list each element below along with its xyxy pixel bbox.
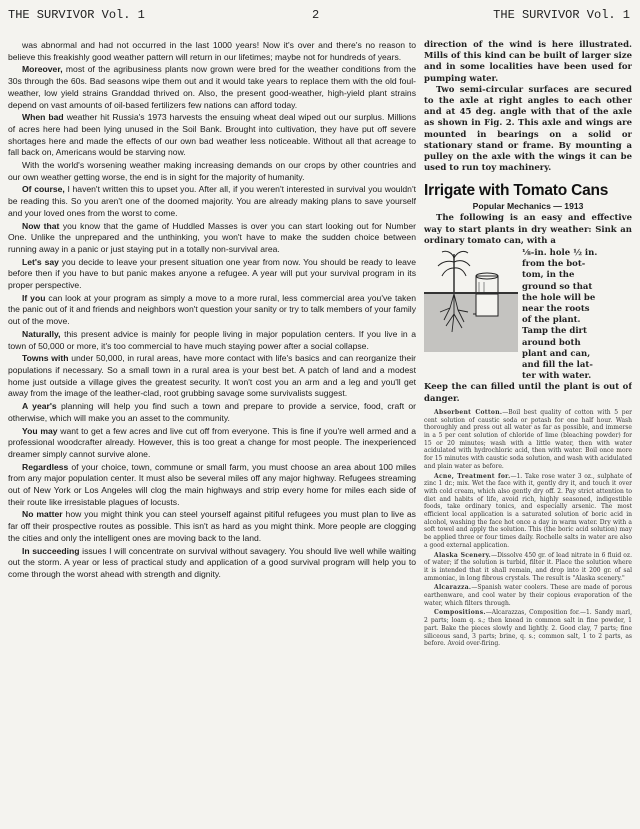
article-paragraph bbox=[8, 184, 416, 219]
tomato-article-title: Irrigate with Tomato Cans bbox=[424, 182, 609, 200]
paragraph-lead: When bad bbox=[22, 112, 64, 123]
paragraph-text: of your choice, town, commune or small farm, you must choose an area about 100 miles from any major population center. It must also be several miles off any major highway. Refugees streaming out of New York or Los Angeles will clog the main highways and strip every home for miles each side of their route like irresistable plagues of locusts. bbox=[8, 461, 416, 507]
tomato-can-illustration bbox=[424, 248, 518, 352]
tomato-side-line: the hole will be bbox=[522, 292, 596, 303]
recipe-list bbox=[424, 409, 632, 648]
tomato-side-line: around both bbox=[522, 337, 581, 348]
tomato-side-line: plant and can, bbox=[522, 348, 591, 359]
tomato-side-line: near the roots bbox=[522, 304, 590, 315]
paragraph-lead: You may bbox=[22, 425, 58, 436]
paragraph-text: you know that the game of Huddled Masses is over you can start looking out for Number One. Unlike the unprepared and the unthinking, you won't have to make the sudden choice between running away in a panic or just staying put in a totally non-survival area. bbox=[8, 220, 416, 254]
header-title-left: THE SURVIVOR Vol. 1 bbox=[8, 8, 145, 22]
paragraph-lead: Regardless bbox=[22, 461, 69, 472]
recipe-entry bbox=[424, 609, 632, 648]
recipe-heading: Alcarazza. bbox=[434, 584, 472, 592]
article-paragraph bbox=[8, 160, 416, 183]
paragraph-lead: Now that bbox=[22, 220, 60, 231]
article-paragraph bbox=[8, 40, 416, 63]
article-paragraph bbox=[8, 257, 416, 292]
paragraph-lead: Let's say bbox=[22, 256, 59, 267]
tomato-side-line: ⅛-in. hole ½ in. bbox=[522, 248, 598, 259]
paragraph-text: planning will help you find such a town and prepare to provide a service, food, craft or otherwise, which will make you an asset to the community. bbox=[8, 401, 416, 423]
recipe-text: —1. Take rose water 3 oz., sulphate of zinc 1 dr.; mix. Wet the face with it, gently dry it, and touch it over with cold cream, which also gently dry off. 2. Pay strict attention to diet and habits of life, avoid rich, highly seasoned, indigestible foods, take ordinary tonics, and especially arsenic. The most efficient local application is a saturated solution of boric acid in alcohol, washing the face hot once a day in warm water. Dry with a soft towel and apply the solution. This (the boric acid solution) may be applied three or four times daily. Rochelle salts in water are also a good external application. bbox=[424, 472, 632, 549]
recipe-entry bbox=[424, 409, 632, 471]
page-number: 2 bbox=[312, 8, 320, 22]
paragraph-text: this present advice is mainly for people living in major population centers. If you live in a town of 50,000 or more, it's too commercial to have much staying power after a social collapse. bbox=[8, 328, 416, 351]
recipe-heading: Alaska Scenery. bbox=[434, 551, 492, 559]
paragraph-lead: Of course, bbox=[22, 184, 65, 195]
paragraph-lead: If you bbox=[22, 292, 46, 303]
recipe-heading: Compositions. bbox=[434, 609, 486, 617]
article-paragraph bbox=[8, 112, 416, 159]
paragraph-text: how you might think you can steel yourself against pitiful refugees you must plan to live as far off their prospective routes as possible. This isn't as hard as you might think. More people are clogging the cities and only the intelligent ones are moving back to the land. bbox=[8, 509, 416, 543]
windmill-paragraph: Two semi-circular surfaces are secured to the axle at right angles to each other and at 45 deg. angle with that of the axle as shown in Fig. 2. This axle and wings are mounted in bearings on a solid or stationary stand or frame. By mounting a pulley on the axle with the wings it can be used to run toy machinery. bbox=[424, 84, 632, 174]
paragraph-text: I haven't written this to upset you. After all, if you weren't interested in survival you wouldn't be reading this. So you aren't one of the doomed majority. You are already making plans to save yourself and your loved ones from the worst to come. bbox=[8, 184, 416, 218]
paragraph-lead: Naturally, bbox=[22, 328, 61, 339]
tomato-side-line: Tamp the dirt bbox=[522, 326, 587, 337]
article-paragraph bbox=[8, 329, 416, 352]
tomato-side-line: ground so that bbox=[522, 281, 593, 292]
article-paragraph bbox=[8, 426, 416, 461]
tomato-intro: The following is an easy and effective way to start plants in dry weather: Sink an ordinary tomato can, with a bbox=[424, 213, 632, 246]
tomato-side-line: tom, in the bbox=[522, 270, 575, 281]
paragraph-text: was abnormal and had not occurred in the last 1000 years! Now it's over and there's no reason to believe this freakishly good weather pattern will return in our lifetimes; maybe not for hundreds of years. bbox=[8, 40, 416, 62]
article-paragraph bbox=[8, 353, 416, 400]
paragraph-text: most of the agribusiness plants now grown were bred for the weather conditions from the 30s through the 60s. Bad seasons wipe them out and it would take years to replace them with the old foul-weather, low yield strains Granddad thrived on. Also, the present good-weather, high-yield plant strains depend on vast amounts of oil-based fertilizers few nations can afford today. bbox=[8, 64, 416, 110]
article-paragraph bbox=[8, 462, 416, 509]
recipe-text: —Alcarazzas, Composition for.—1. Sandy marl, 2 parts; loam q. s.; then knead in common salt in fine powder, 1 part. Bake the pieces slowly and lightly. 2. Good clay, 7 parts; fine siliceous sand, 3 parts; brine, q. s.; common salt, 1 to 2 parts, as before. Avoid over-firing. bbox=[424, 609, 632, 648]
article-paragraph bbox=[8, 64, 416, 111]
tomato-side-line: and fill the lat- bbox=[522, 360, 593, 371]
article-paragraph bbox=[8, 401, 416, 424]
page-header bbox=[0, 8, 640, 24]
article-paragraph bbox=[8, 221, 416, 256]
recipe-text: —Dissolve 450 gr. of lead nitrate in 6 fluid oz. of water; if the solution is turbid, filter it. Place the solution where it is intended that it shall remain, and drop into it 200 gr. of sal ammoniac, in long fibrous crystals. The result is "Alaska scenery." bbox=[424, 551, 632, 582]
paragraph-text: With the world's worsening weather making increasing demands on our crops by other countries and our own weather getting worse, the end is in sight for the majority of humanity. bbox=[8, 160, 416, 182]
paragraph-text: want to get a few acres and live cut off from everyone. This is fine if you're well armed and a professional woodcrafter already. However, this is too great a change for most people. The inexperienced dreamer simply cannot survive alone. bbox=[8, 425, 416, 459]
recipe-entry bbox=[424, 552, 632, 583]
tomato-end: Keep the can filled until the plant is out of danger. bbox=[424, 382, 632, 404]
recipe-text: —Boil best quality of cotton with 5 per cent solution of caustic soda or potash for one half hour. Wash thoroughly and press out all water as far as possible, and immerse in a 5 per cent solution of chloride of lime (bleaching powder) for 15 or 20 minutes; wash with a little water, then with water acidulated with hydrochloric acid, then with water. Boil once more for 15 minutes with caustic soda solution, and wash with acidulated and plain water as before. bbox=[424, 408, 632, 470]
paragraph-text: issues I will concentrate on survival without savagery. You should live well while waiting out the storm. A year or less of practical study and application of a good survival program will help you to come through the worst ahead with strength and dignity. bbox=[8, 545, 416, 579]
tomato-side-line: ter with water. bbox=[522, 371, 592, 382]
article-paragraph bbox=[8, 509, 416, 544]
paragraph-lead: Moreover, bbox=[22, 64, 63, 75]
header-title-right: THE SURVIVOR Vol. 1 bbox=[493, 8, 630, 22]
recipe-entry bbox=[424, 473, 632, 550]
article-paragraph bbox=[8, 546, 416, 581]
article-paragraph bbox=[8, 293, 416, 328]
tomato-side-text bbox=[518, 248, 632, 382]
windmill-article bbox=[424, 40, 632, 174]
recipe-text: —Spanish water coolers. These are made of porous earthenware, and cool water by their copious evaporation of the water, which filters through. bbox=[424, 584, 632, 607]
tomato-article-source: Popular Mechanics — 1913 bbox=[472, 201, 584, 212]
recipe-heading: Acne, Treatment for. bbox=[434, 472, 511, 480]
paragraph-text: under 50,000, in rural areas, have more contact with life's basics and can reorganize their populations if necessary. So a small town in a rural area is your best bet. A patch of land and a modest home just outside a village gives the greatest security. It won't cost you an arm and a leg and you'll get away from the image of the leather-clad, root grubbing savage some survivalists suggest. bbox=[8, 353, 416, 399]
tomato-side-line: from the bot- bbox=[522, 259, 586, 270]
paragraph-lead: No matter bbox=[22, 509, 63, 520]
windmill-paragraph: direction of the wind is here illustrated. Mills of this kind can be built of larger size and in some localities have been used for pumping water. bbox=[424, 40, 632, 84]
left-column bbox=[8, 40, 416, 824]
tomato-side-line: of the plant. bbox=[522, 315, 581, 326]
recipe-heading: Absorbent Cotton. bbox=[434, 408, 503, 416]
paragraph-lead: Towns with bbox=[22, 353, 69, 364]
paragraph-lead: In succeeding bbox=[22, 545, 80, 556]
paragraph-text: can look at your program as simply a move to a more rural, less commercial area you've taken the panic out of it and friends and neighbors won't question your sanity or try to talk members of your family out of the move. bbox=[8, 292, 416, 327]
paragraph-text: weather hit Russia's 1973 harvests the ensuing wheat deal wiped out our surplus. Millions of acres here had been lying unused in the Soil Bank. Brought into cultivation, they have put off severe shortages here and made the effects of our own bad weather less noticeable. Without all that acreage to fall back on, Americans would be starving now. bbox=[8, 112, 416, 158]
recipe-entry bbox=[424, 584, 632, 607]
paragraph-lead: A year's bbox=[22, 401, 57, 412]
right-column bbox=[424, 40, 632, 824]
paragraph-text: you decide to leave your present situation one year from now. You should be ready to leave before then if you have to but panic makes anyone a refugee. A year will put your survival program in its proper perspective. bbox=[8, 256, 416, 291]
